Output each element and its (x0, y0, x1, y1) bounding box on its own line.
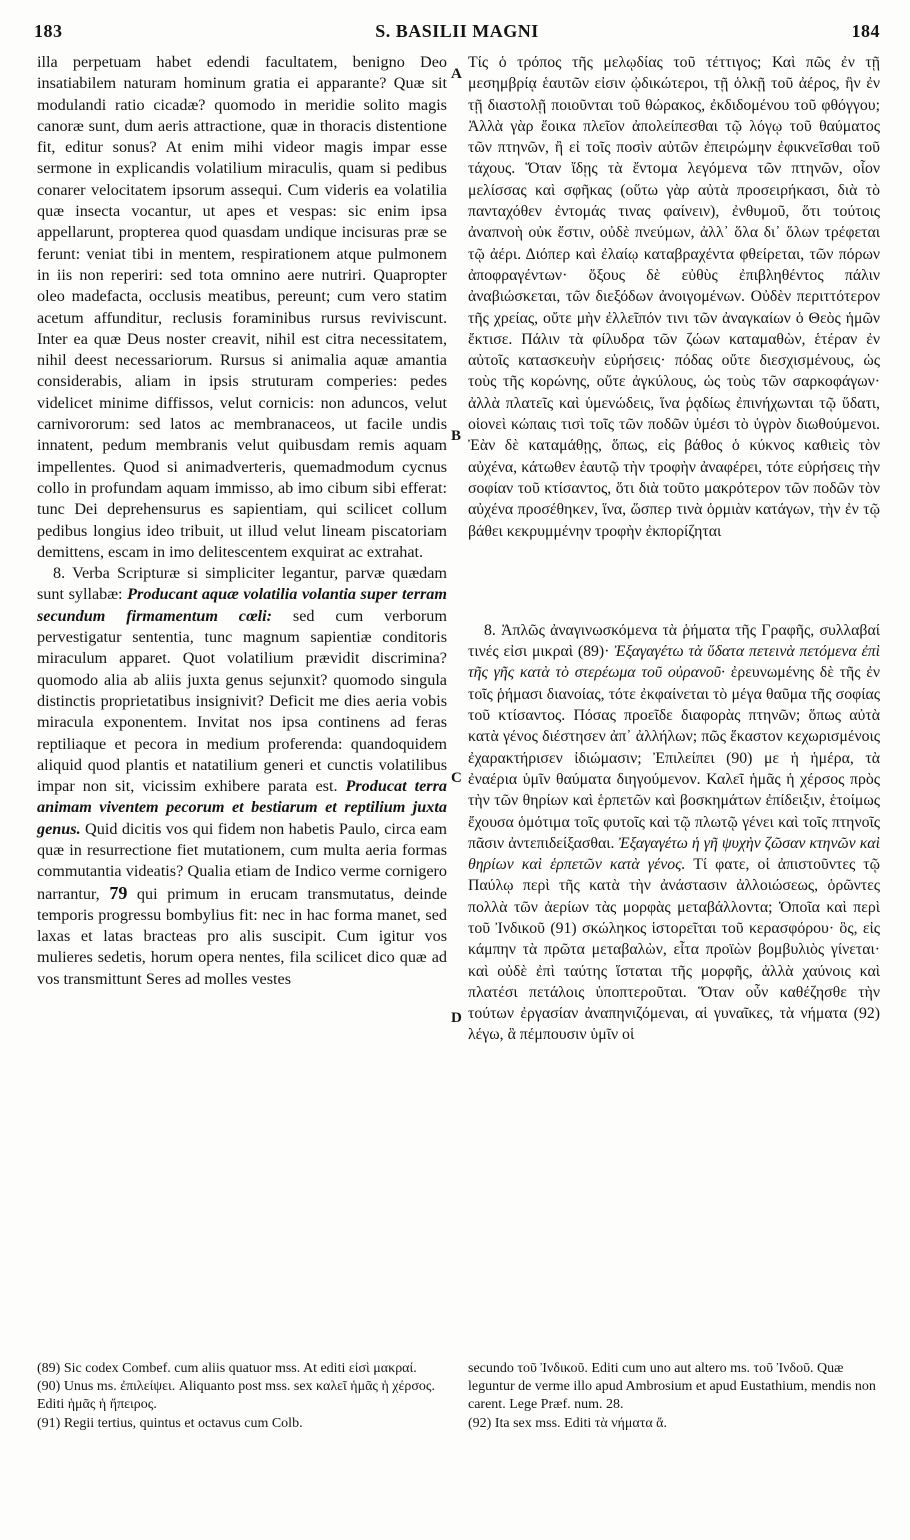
scripture-quote: Ἐξαγαγέτω ἡ γῆ ψυχὴν ζῶσαν κτηνῶν καὶ θηρίων καὶ ἑρπετῶν κατὰ γένος. (468, 834, 880, 874)
right-page-number: 184 (851, 20, 880, 41)
latin-column (37, 52, 447, 990)
footnotes-right (468, 1360, 880, 1433)
greek-section-8 (468, 620, 880, 1046)
greek-text: Τί φατε, οἱ ἀπιστοῦντες τῷ Παύλῳ περὶ τῆς κατὰ τὴν ἀνάστασιν ἀλλοιώσεως, ὁρῶντες πολλὰ τῶν ἀερίων τὰς μορφὰς μεταβάλλοντα; Ὁποῖα καὶ περὶ τοῦ Ἰνδικοῦ (91) σκώληκος ἱστορεῖται τοῦ κερασφόρου· ὃς, εἰς κάμπην τὰ πρῶτα μεταβαλὼν, εἶτα προϊὼν βομβυλιὸς γίνεται· καὶ οὐδὲ ἐπὶ ταύτης ἵσταται τῆς μορφῆς, ἀλλὰ χαύνοις καὶ πλατέσι πετάλοις ὑποπτεροῦται. Ὅταν οὖν καθέζησθε τὴν τούτων ἐργασίαν ἀναπηνιζόμεναι, αἱ γυναῖκες, τὰ νήματα (92) λέγω, ἃ πέμπουσιν ὑμῖν οἱ (468, 856, 880, 1044)
latin-text: qui primum in erucam transmutatus, deinde temporis progressu bombylius fit: nec in hac forma manet, sed laxas et latas bracteas pro alis suscipit. Cum igitur vos mulieres sedetis, horum opera nentes, fila scilicet dico quæ ad vos transmittunt Seres ad molles vestes (37, 884, 447, 988)
margin-marker-d: D (451, 1010, 462, 1026)
page-header (34, 16, 880, 46)
footnote: (92) Ita sex mss. Editi τὰ νήματα ἅ. (468, 1415, 668, 1431)
footnote: (89) Sic codex Combef. cum aliis quatuor mss. At editi εἰσὶ μακραί. (37, 1361, 417, 1376)
greek-text: ἐρευνωμένης δὲ τῆς ἐν τοῖς ῥήμασι διανοίας, τότε ἐκφαίνεται τὸ μέγα θαῦμα τῆς σοφίας τοῦ κτίσαντος. Πόσας προεῖδε διαφορὰς πτηνῶν; ὅπως αὐτὰ κατὰ γένος διέστησεν ἀπ᾿ ἀλλήλων; πῶς ἕκαστον κεχωρισμένοις ἐχαρακτήρισεν ἰδιώμασιν; Ἐπιλείπει (90) με ἡ ἡμέρα, τὰ ἐναέρια ὑμῖν θαύματα διηγούμενον. Καλεῖ ἡμᾶς ἡ χέρσος πρὸς τὴν τῶν θηρίων καὶ ἑρπετῶν καὶ βοσκημάτων ἐπίδειξιν, ἑτοίμως ἔχουσα ὁμότιμα τοῖς φυτοῖς καὶ τῷ πλωτῷ γένει καὶ τοῖς πτηνοῖς πᾶσιν ἀντεπιδείξασθαι. (468, 664, 880, 852)
running-title: S. BASILII MAGNI (375, 20, 539, 41)
latin-section-8 (37, 563, 447, 990)
scripture-quote: Ἐξαγαγέτω τὰ ὕδατα πετεινὰ πετόμενα ἐπὶ τῆς γῆς κατὰ τὸ στερέωμα τοῦ οὐρανοῦ· (468, 643, 880, 682)
margin-marker-b: B (451, 428, 462, 444)
footnote: secundo τοῦ Ἰνδικοῦ. Editi cum uno aut altero ms. τοῦ Ἰνδοῦ. Quæ leguntur de verme illo apud Ambrosium et apud Eustathium, mendis non carent. Lege Præf. num. 28. (468, 1361, 876, 1413)
footnotes-left (37, 1360, 447, 1433)
page-number-marker: 79 (109, 882, 128, 903)
greek-column (468, 52, 880, 1046)
latin-text: 8. Verba Scripturæ si simpliciter legantur, parvæ quædam sunt syllabæ: (37, 564, 447, 604)
left-page-number: 183 (34, 20, 63, 41)
latin-text: sed cum verborum pervestigatur sententia, tunc magnum sapientiæ conditoris miraculum apparet. Quot volatilium prævidit discrimina? quomodo alia ab aliis juxta genus sejunxit? quomodo singula distinctis proprietatibus insignivit? Deficit me dies aeria vobis miracula exponentem. Invitat nos ipsa continens ad feras reptiliaque et pecora in medium proferenda: quandoquidem aliquid quod plantis et natatilium generi et cunctis volatilibus impar non sit, vicissim exhibere parata est. (37, 606, 447, 796)
greek-text: 8. Ἁπλῶς ἀναγινωσκόμενα τὰ ῥήματα τῆς Γραφῆς, συλλαβαί τινές εἰσι μικραὶ (89)· (468, 621, 880, 661)
margin-marker-a: A (451, 66, 462, 82)
margin-marker-c: C (451, 770, 462, 786)
footnote: (90) Unus ms. ἐπιλείψει. Aliquanto post mss. sex καλεῖ ἡμᾶς ἡ χέρσος. Editi ἡμᾶς ἡ ἤπειρος. (37, 1379, 435, 1413)
latin-paragraph: illa perpetuam habet edendi facultatem, benigno Deo insatiabilem naturam hominum gratia ei apparante? Quæ sit modulandi ratio cicadæ? quomodo in meridie solito magis canoræ sunt, dum aeris attractione, quæ in thoracis distentione fit, editur sonus? At enim mihi videor magis impar esse sermone in explicandis volatilium miraculis, quam si pedibus conarer velocitatem ipsorum assequi. Cum videris ea volatilia quæ insecta vocantur, ut apes et vespas: sic enim ipsa appellarunt, propterea quod quasdam undique incisuras præ se ferunt: veniat tibi in mentem, respirationem atque pulmonem in iis non reperiri: sed tota omnino aere nutriri. Quapropter oleo madefacta, occlusis meatibus, pereunt; cum vero statim acetum affunditur, reclusis foraminibus rursus reviviscunt. Inter ea quæ Deus noster creavit, nihil est citra necessitatem, nihil deest necessariorum. Rursus si animalia aquæ amantia considerabis, aliam in ipsis struturam comperies: pedes videlicet minime diffissos, velut cornicis: non aduncos, velut carnivororum: sed latos ac membranaceos, ut facile undis innatent, pedum membranis velut quibusdam remis aquam impellentes. Quod si animadverteris, quemadmodum cycnus collo in profundam aquam immisso, ab imo cibum sibi efferat: tunc Dei deprehensurus es sapientiam, qui scilicet collum pedibus longius ideo tribuit, ut illud velut lineam piscatoriam demittens, escam in imo delitescentem exquirat ac extrahat. (37, 53, 447, 561)
scripture-quote: Producat terra animam viventem pecorum et bestiarum et reptilium juxta genus. (37, 777, 447, 838)
footnote: (91) Regii tertius, quintus et octavus cum Colb. (37, 1415, 303, 1431)
latin-text: Quid dicitis vos qui fidem non habetis Paulo, circa eam quæ in resurrectione fiet mutationem, cum multa aeria formas commutantia videatis? Qualia etiam de Indico verme cornigero narrantur, (37, 819, 447, 903)
greek-paragraph: Τίς ὁ τρόπος τῆς μελῳδίας τοῦ τέττιγος; Καὶ πῶς ἐν τῇ μεσημβρίᾳ ἑαυτῶν εἰσιν ᾠδικώτεροι, τῇ ὁλκῇ τοῦ ἀέρος, ἣν ἐν τῇ διαστολῇ ποιοῦνται τοῦ θώρακος, ἐκδιδομένου τοῦ φθόγγου; Ἀλλὰ γὰρ ἔοικα πλεῖον ἀπολείπεσθαι τῷ λόγῳ τοῦ θαύματος τῶν πτηνῶν, ἢ εἰ τοῖς ποσὶν αὐτῶν ἐπειρώμην ἐφικνεῖσθαι τοῦ τάχους. Ὅταν ἴδῃς τὰ ἔντομα λεγόμενα τῶν πτηνῶν, οἷον μελίσσας καὶ σφῆκας (οὕτω γὰρ αὐτὰ προσειρήκασι, διὰ τὸ πανταχόθεν ἐντομάς τινας φαίνειν), ἐνθυμοῦ, ὅτι τούτοις ἀναπνοὴ οὐκ ἔστιν, οὐδὲ πνεύμων, ἀλλ᾿ ὅλα δι᾿ ὅλων τρέφεται τῷ ἀέρι. Διόπερ καὶ ἐλαίῳ καταβραχέντα φθείρεται, τῶν πόρων ἀποφραγέντων· ὄξους δὲ εὐθὺς ἐπιβληθέντος πάλιν ἀναβιώσκεται, τῶν διεξόδων ἀνοιγομένων. Οὐδὲν περιττότερον τῆς χρείας, οὔτε μὴν ἐλλεῖπόν τινι τῶν ἀναγκαίων ὁ Θεὸς ἡμῶν ἔκτισε. Πάλιν τὰ φίλυδρα τῶν ζώων καταμαθὼν, ἑτέραν ἐν αὐτοῖς κατασκευὴν εὑρήσεις· πόδας οὔτε διεσχισμένους, ὡς τοὺς τῆς κορώνης, οὔτε ἀγκύλους, ὡς τοὺς τῶν σαρκοφάγων· ἀλλὰ πλατεῖς καὶ ὑμενώδεις, ἵνα ῥᾳδίως ἐπινήχωνται τῷ ὕδατι, οἱονεὶ κώπαις τισὶ τοῖς τῶν ποδῶν ὑμέσι τὸ ὑγρὸν διωθούμενοι. Ἐὰν δὲ καταμάθῃς, ὅπως, εἰς βάθος ὁ κύκνος καθιεὶς τὸν αὐχένα, κάτωθεν ἑαυτῷ τὴν τροφὴν ἀναφέρει, τότε εὑρήσεις τὴν σοφίαν τοῦ κτίσαντος, ὅτι διὰ τοῦτο μακρότερον τῶν ποδῶν τὸν αὐχένα προσέθηκεν, ἵνα, ὥσπερ τινὰ ὁρμιὰν κατάγων, τὴν ἐν τῷ βάθει κεκρυμμένην τροφὴν ἐκπορίζηται (468, 54, 880, 540)
scripture-quote: Producant aquæ volatilia volantia super terram secundum firmamentum cœli: (37, 585, 447, 625)
